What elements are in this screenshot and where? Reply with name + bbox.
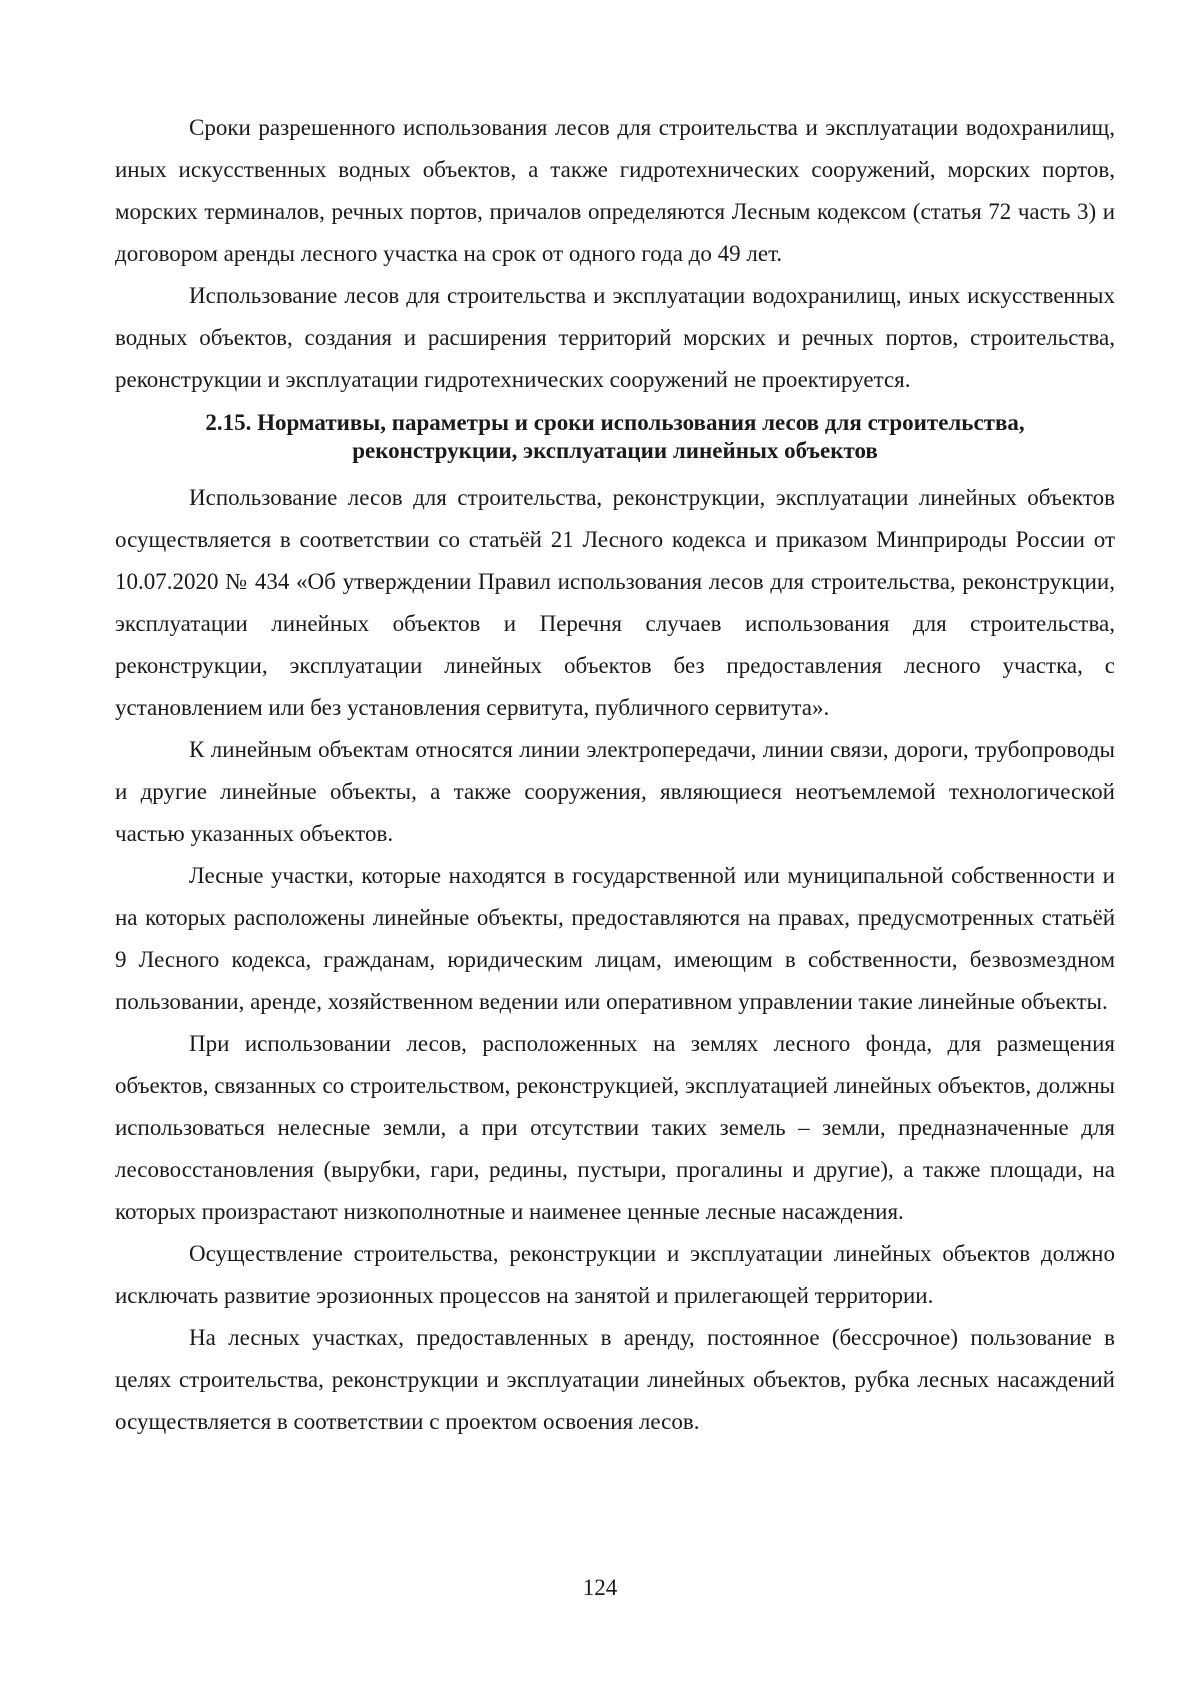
section-heading — [115, 409, 1115, 465]
paragraph: Сроки разрешенного использования лесов для строительства и эксплуатации водохранилищ, иных искусственных водных объектов, а также гидротехнических сооружений, морских портов, морских терминалов, речных портов, причалов определяются Лесным кодексом (статья 72 часть 3) и договором аренды лесного участка на срок от одного года до 49 лет. — [115, 115, 1115, 266]
paragraph: Использование лесов для строительства, реконструкции, эксплуатации линейных объектов осуществляется в соответствии со статьёй 21 Лесного кодекса и приказом Минприроды России от 10.07.2020 № 434 «Об утверждении Правил использования лесов для строительства, реконструкции, эксплуатации линейных объектов и Перечня случаев использования для строительства, реконструкции, эксплуатации линейных объектов без предоставления лесного участка, с установлением или без установления сервитута, публичного сервитута». — [115, 485, 1115, 720]
paragraph: Использование лесов для строительства и эксплуатации водохранилищ, иных искусственных водных объектов, создания и расширения территорий морских и речных портов, строительства, реконструкции и эксплуатации гидротехнических сооружений не проектируется. — [115, 283, 1115, 392]
paragraph: При использовании лесов, расположенных на землях лесного фонда, для размещения объектов, связанных со строительством, реконструкцией, эксплуатацией линейных объектов, должны использоваться нелесные земли, а при отсутствии таких земель – земли, предназначенные для лесовосстановления (вырубки, гари, редины, пустыри, прогалины и другие), а также площади, на которых произрастают низкополнотные и наименее ценные лесные насаждения. — [115, 1031, 1115, 1224]
paragraph: На лесных участках, предоставленных в аренду, постоянное (бессрочное) пользование в целях строительства, реконструкции и эксплуатации линейных объектов, рубка лесных насаждений осуществляется в соответствии с проектом освоения лесов. — [115, 1325, 1115, 1434]
document-page — [115, 107, 1115, 1443]
page-number: 124 — [582, 1575, 618, 1600]
paragraph: К линейным объектам относятся линии электропередачи, линии связи, дороги, трубопроводы и другие линейные объекты, а также сооружения, являющиеся неотъемлемой технологической частью указанных объектов. — [115, 737, 1115, 846]
paragraph: Осуществление строительства, реконструкции и эксплуатации линейных объектов должно исключать развитие эрозионных процессов на занятой и прилегающей территории. — [115, 1241, 1115, 1308]
section-heading-line: 2.15. Нормативы, параметры и сроки использования лесов для строительства, — [205, 410, 1025, 435]
section-heading-line: реконструкции, эксплуатации линейных объектов — [352, 438, 878, 463]
paragraph: Лесные участки, которые находятся в государственной или муниципальной собственности и на которых расположены линейные объекты, предоставляются на правах, предусмотренных статьёй 9 Лесного кодекса, гражданам, юридическим лицам, имеющим в собственности, безвозмездном пользовании, аренде, хозяйственном ведении или оперативном управлении такие линейные объекты. — [115, 863, 1115, 1014]
